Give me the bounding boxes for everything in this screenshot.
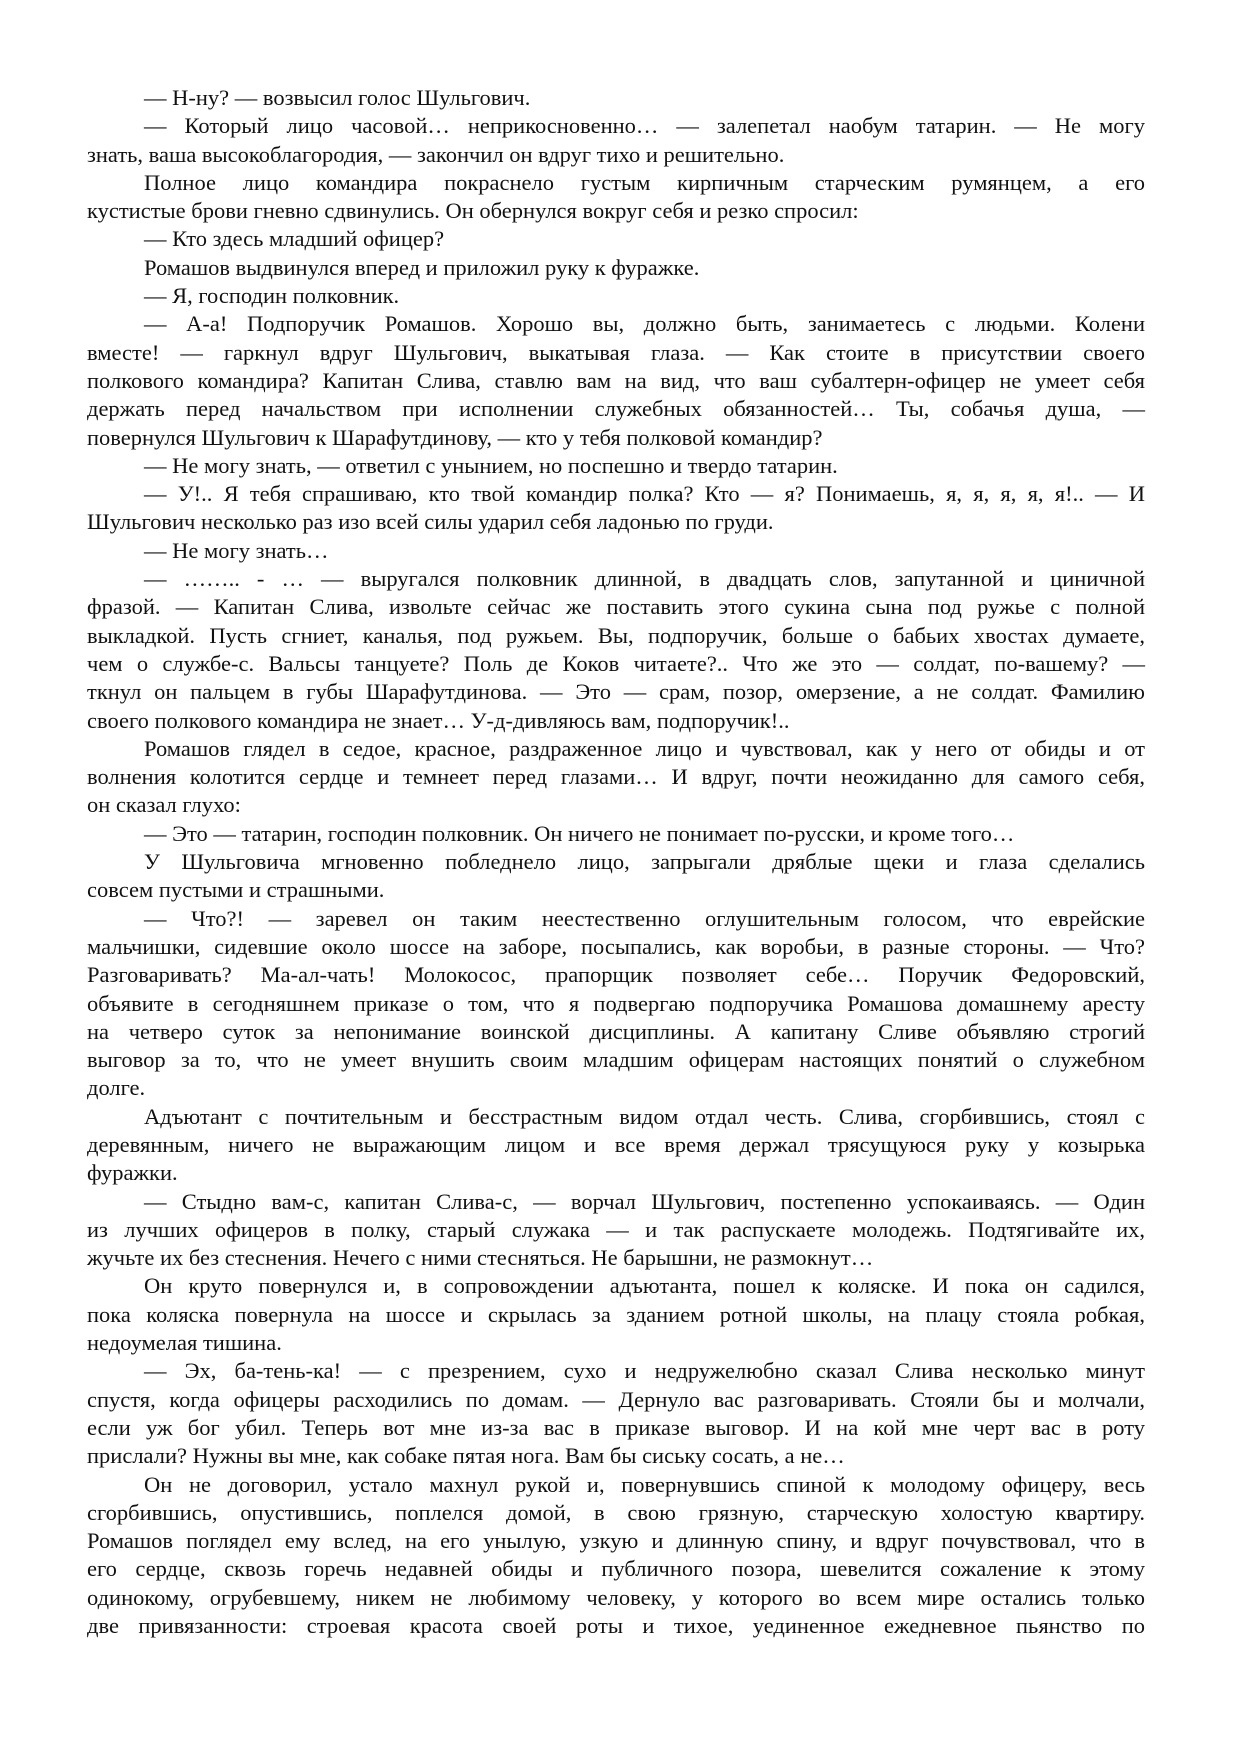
text-line: — Что?! — заревел он таким неестественно оглушительным голосом, что еврейские bbox=[144, 905, 1145, 931]
text-line: — Кто здесь младший офицер? bbox=[144, 226, 445, 252]
text-line: из лучших офицеров в полку, старый служака — и так распускаете молодежь. Подтягивайте их, bbox=[87, 1216, 1145, 1242]
text-line: — У!.. Я тебя спрашиваю, кто твой командир полка? Кто — я? Понимаешь, я, я, я, я, я!.. — И bbox=[144, 481, 1145, 507]
text-line: спустя, когда офицеры расходились по домам. — Дернуло вас разговаривать. Стояли бы и молчали, bbox=[87, 1386, 1145, 1412]
text-line: выкладкой. Пусть сгниет, каналья, под ружьем. Вы, подпоручик, больше о бабьих хвостах думаете, bbox=[87, 622, 1145, 648]
text-line: вместе! — гаркнул вдруг Шульгович, выкатывая глаза. — Как стоите в присутствии своего bbox=[87, 339, 1145, 365]
text-line: ткнул он пальцем в губы Шарафутдинова. — Это — срам, позор, омерзение, а не солдат. Фамилию bbox=[87, 679, 1145, 705]
text-line: его сердце, сквозь горечь недавней обиды и публичного позора, шевелится сожаление к этому bbox=[87, 1556, 1145, 1582]
paragraph bbox=[87, 537, 1145, 565]
paragraph bbox=[87, 565, 1145, 735]
text-line: — Не могу знать, — ответил с унынием, но поспешно и твердо татарин. bbox=[144, 452, 838, 478]
text-line: пока коляска повернула на шоссе и скрылась за зданием ротной школы, на плацу стояла робкая, bbox=[87, 1301, 1145, 1327]
text-line: жучьте их без стеснения. Нечего с ними стесняться. Не барышни, не размокнут… bbox=[87, 1245, 874, 1271]
paragraph bbox=[87, 452, 1145, 480]
text-line: — Я, господин полковник. bbox=[144, 283, 400, 309]
text-line: фразой. — Капитан Слива, извольте сейчас же поставить этого сукина сына под ружье с полной bbox=[87, 594, 1145, 620]
text-line: мальчишки, сидевшие около шоссе на заборе, посыпались, как воробьи, в разные стороны. — Что? bbox=[87, 933, 1145, 959]
text-line: полкового командира? Капитан Слива, ставлю вам на вид, что ваш субалтерн-офицер не умеет себя bbox=[87, 367, 1145, 393]
text-line: — Стыдно вам-с, капитан Слива-с, — ворчал Шульгович, постепенно успокаиваясь. — Один bbox=[144, 1188, 1145, 1214]
text-line: — Н-ну? — возвысил голос Шульгович. bbox=[144, 85, 531, 110]
text-line: объявите в сегодняшнем приказе о том, что я подвергаю подпоручика Ромашова домашнему аресту bbox=[87, 990, 1145, 1016]
paragraph bbox=[87, 84, 1145, 112]
paragraph bbox=[87, 282, 1145, 310]
text-line: своего полкового командира не знает… У-д-дивляюсь вам, подпоручик!.. bbox=[87, 707, 790, 733]
text-line: выговор за то, что не умеет внушить своим младшим офицерам настоящих понятий о служебном bbox=[87, 1047, 1145, 1073]
text-line: — Не могу знать… bbox=[144, 537, 329, 563]
text-line: — Эх, ба-тень-ка! — с презрением, сухо и недружелюбно сказал Слива несколько минут bbox=[144, 1358, 1145, 1384]
text-line: волнения колотится сердце и темнеет перед глазами… И вдруг, почти неожиданно для самого себя, bbox=[87, 764, 1145, 790]
text-line: долге. bbox=[87, 1075, 146, 1101]
document-page bbox=[87, 84, 1145, 1640]
text-line: Ромашов выдвинулся вперед и приложил руку к фуражке. bbox=[144, 254, 700, 280]
paragraph bbox=[87, 225, 1145, 253]
text-line: — Это — татарин, господин полковник. Он ничего не понимает по-русски, и кроме того… bbox=[144, 820, 1015, 846]
text-line: Разговаривать? Ма-ал-чать! Молокосос, прапорщик позволяет себе… Поручик Федоровский, bbox=[87, 962, 1145, 988]
text-line: совсем пустыми и страшными. bbox=[87, 877, 385, 903]
text-line: держать перед начальством при исполнении служебных обязанностей… Ты, собачья душа, — bbox=[87, 396, 1145, 422]
text-line: Адъютант с почтительным и бесстрастным видом отдал честь. Слива, сгорбившись, стоял с bbox=[144, 1103, 1145, 1129]
paragraph bbox=[87, 310, 1145, 451]
paragraph bbox=[87, 1272, 1145, 1357]
paragraph bbox=[87, 735, 1145, 820]
text-line: Он круто повернулся и, в сопровождении адъютанта, пошел к коляске. И пока он садился, bbox=[144, 1273, 1145, 1299]
text-line: повернулся Шульгович к Шарафутдинову, — кто у тебя полковой командир? bbox=[87, 424, 823, 450]
text-line: Шульгович несколько раз изо всей силы ударил себя ладонью по груди. bbox=[87, 509, 774, 535]
text-line: чем о службе-с. Вальсы танцуете? Поль де Коков читаете?.. Что же это — солдат, по-вашему? — bbox=[87, 650, 1145, 676]
text-line: он сказал глухо: bbox=[87, 792, 241, 818]
paragraph bbox=[87, 1357, 1145, 1470]
paragraph bbox=[87, 1188, 1145, 1273]
text-line: кустистые брови гневно сдвинулись. Он обернулся вокруг себя и резко спросил: bbox=[87, 198, 859, 224]
text-line: если уж бог убил. Теперь вот мне из-за вас в приказе выговор. И на кой мне черт вас в роту bbox=[87, 1414, 1145, 1440]
text-line: Полное лицо командира покраснело густым кирпичным старческим румянцем, а его bbox=[144, 169, 1145, 195]
text-line: Ромашов глядел в седое, красное, раздраженное лицо и чувствовал, как у него от обиды и от bbox=[144, 735, 1145, 761]
paragraph bbox=[87, 905, 1145, 1103]
text-line: знать, ваша высокоблагородия, — закончил он вдруг тихо и решительно. bbox=[87, 141, 785, 167]
text-line: сгорбившись, опустившись, поплелся домой, в свою грязную, старческую холостую квартиру. bbox=[87, 1499, 1145, 1525]
paragraph bbox=[87, 254, 1145, 282]
text-line: — Который лицо часовой… неприкосновенно… — залепетал наобум татарин. — Не могу bbox=[144, 113, 1145, 139]
text-line: прислали? Нужны вы мне, как собаке пятая нога. Вам бы сиську сосать, а не… bbox=[87, 1443, 845, 1469]
text-line: деревянным, ничего не выражающим лицом и все время держал трясущуюся руку у козырька bbox=[87, 1131, 1145, 1157]
text-line: Он не договорил, устало махнул рукой и, повернувшись спиной к молодому офицеру, весь bbox=[144, 1471, 1145, 1497]
paragraph bbox=[87, 848, 1145, 905]
text-line: на четверо суток за непонимание воинской дисциплины. А капитану Сливе объявляю строгий bbox=[87, 1018, 1145, 1044]
paragraph bbox=[87, 820, 1145, 848]
text-line: одинокому, огрубевшему, никем не любимому человеку, у которого во всем мире остались только bbox=[87, 1584, 1145, 1610]
text-line: — А-а! Подпоручик Ромашов. Хорошо вы, должно быть, занимаетесь с людьми. Колени bbox=[144, 311, 1145, 337]
text-line: недоумелая тишина. bbox=[87, 1330, 282, 1356]
paragraph bbox=[87, 480, 1145, 537]
text-line: две привязанности: строевая красота своей роты и тихое, уединенное ежедневное пьянство по bbox=[87, 1613, 1145, 1639]
text-line: Ромашов поглядел ему вслед, на его унылую, узкую и длинную спину, и вдруг почувствовал, что в bbox=[87, 1528, 1145, 1554]
paragraph bbox=[87, 112, 1145, 169]
paragraph bbox=[87, 1471, 1145, 1641]
text-line: фуражки. bbox=[87, 1160, 178, 1186]
text-line: — …….. - … — выругался полковник длинной, в двадцать слов, запутанной и циничной bbox=[144, 566, 1145, 592]
paragraph bbox=[87, 169, 1145, 226]
text-line: У Шульговича мгновенно побледнело лицо, запрыгали дряблые щеки и глаза сделались bbox=[144, 849, 1145, 875]
paragraph bbox=[87, 1103, 1145, 1188]
